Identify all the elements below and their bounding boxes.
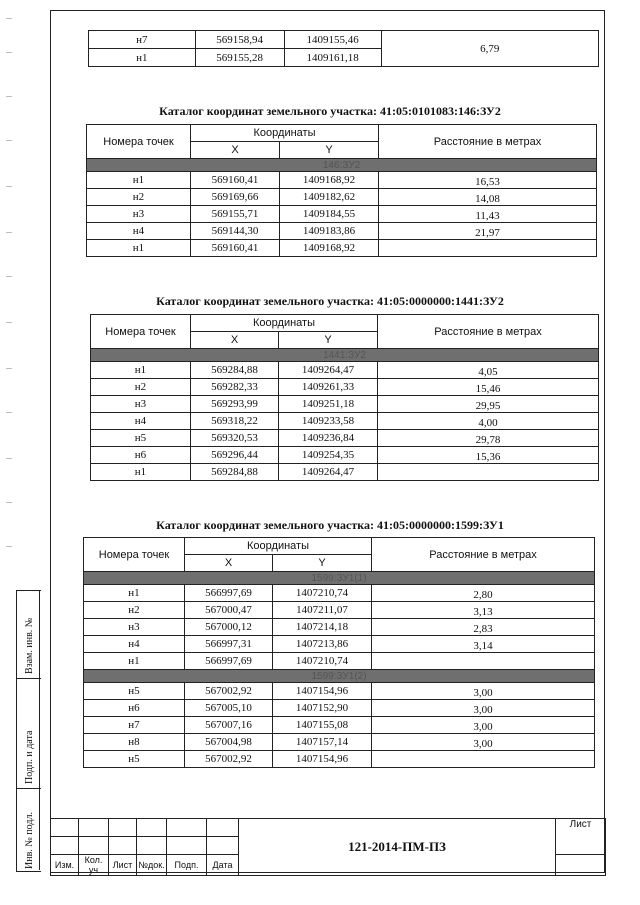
point-cell: н2 (87, 189, 191, 206)
x-cell: 566997,69 (185, 585, 273, 602)
table-row (91, 447, 599, 464)
y-cell: 1407213,86 (273, 636, 372, 653)
x-cell: 569296,44 (191, 447, 279, 464)
margin-tick (6, 368, 12, 369)
sheet-number-cell (556, 855, 606, 876)
point-cell: н1 (87, 240, 191, 257)
table-row (84, 585, 595, 602)
point-cell: н1 (89, 49, 196, 67)
top-continuation-table (88, 30, 599, 67)
y-cell: 1409155,46 (284, 31, 381, 49)
section-row (84, 670, 595, 683)
table-row (91, 379, 599, 396)
point-cell: н5 (84, 751, 185, 768)
table-row (89, 31, 599, 49)
table-row (84, 683, 595, 700)
catalog-title: Каталог координат земельного участка: 41:05:0101083:146:ЗУ2 (159, 104, 501, 118)
distance-cell (372, 653, 595, 670)
y-cell: 1409184,55 (280, 206, 379, 223)
section-label: 1599:ЗУ1(2) (84, 670, 595, 683)
point-cell: н3 (84, 619, 185, 636)
y-cell: 1409254,35 (279, 447, 378, 464)
margin-tick (6, 412, 12, 413)
x-cell: 569320,53 (191, 430, 279, 447)
x-cell: 569155,28 (195, 49, 284, 67)
document-code: 121-2014-ПМ-ПЗ (239, 819, 556, 876)
x-cell: 569169,66 (191, 189, 280, 206)
table-row (84, 751, 595, 768)
x-cell: 566997,31 (185, 636, 273, 653)
distance-cell: 14,08 (379, 189, 597, 206)
distance-cell: 3,00 (372, 683, 595, 700)
point-cell: н8 (84, 734, 185, 751)
x-cell: 567005,10 (185, 700, 273, 717)
table-row (84, 734, 595, 751)
coordinates-table (90, 314, 599, 481)
side-cell-orig-inv (17, 789, 41, 873)
stamp-label-date: Дата (207, 855, 239, 876)
y-cell: 1409183,86 (280, 223, 379, 240)
header-points: Номера точек (84, 538, 185, 572)
distance-cell: 6,79 (381, 31, 599, 67)
distance-cell: 4,00 (378, 413, 599, 430)
coordinates-table (83, 537, 595, 768)
margin-tick (6, 458, 12, 459)
table-row (87, 206, 597, 223)
coordinates-table (86, 124, 597, 257)
header-coords: Координаты (191, 315, 378, 332)
table-row (91, 413, 599, 430)
y-cell: 1409168,92 (280, 240, 379, 257)
x-cell: 567002,92 (185, 683, 273, 700)
distance-cell: 29,78 (378, 430, 599, 447)
section-row (91, 349, 599, 362)
stamp-label-count: Кол. уч (79, 855, 109, 876)
section-row (84, 572, 595, 585)
table-row (87, 189, 597, 206)
y-cell: 1407152,90 (273, 700, 372, 717)
distance-cell (372, 751, 595, 768)
table-row (84, 602, 595, 619)
x-cell: 569155,71 (191, 206, 280, 223)
y-cell: 1409264,47 (279, 464, 378, 481)
point-cell: н1 (84, 653, 185, 670)
y-cell: 1407210,74 (273, 585, 372, 602)
distance-cell: 16,53 (379, 172, 597, 189)
section-row (87, 159, 597, 172)
table-row (87, 240, 597, 257)
header-points: Номера точек (91, 315, 191, 349)
y-cell: 1407211,07 (273, 602, 372, 619)
header-distance: Расстояние в метрах (379, 125, 597, 159)
y-cell: 1407155,08 (273, 717, 372, 734)
header-x: X (185, 555, 273, 572)
point-cell: н4 (87, 223, 191, 240)
table-row (91, 430, 599, 447)
table-row (87, 223, 597, 240)
catalog-title: Каталог координат земельного участка: 41:05:0000000:1599:ЗУ1 (156, 518, 504, 532)
distance-cell: 3,00 (372, 734, 595, 751)
x-cell: 569284,88 (191, 464, 279, 481)
x-cell: 569293,99 (191, 396, 279, 413)
point-cell: н3 (87, 206, 191, 223)
y-cell: 1407157,14 (273, 734, 372, 751)
side-label-orig-inv: Инв. № подл. (24, 812, 35, 869)
distance-cell: 29,95 (378, 396, 599, 413)
point-cell: н2 (84, 602, 185, 619)
side-cell-replace-inv (17, 591, 41, 679)
x-cell: 569284,88 (191, 362, 279, 379)
x-cell: 567000,12 (185, 619, 273, 636)
margin-tick (6, 546, 12, 547)
header-distance: Расстояние в метрах (372, 538, 595, 572)
point-cell: н4 (91, 413, 191, 430)
stamp-label-sign: Подп. (167, 855, 207, 876)
distance-cell: 21,97 (379, 223, 597, 240)
x-cell: 569160,41 (191, 172, 280, 189)
header-x: X (191, 142, 280, 159)
distance-cell: 3,14 (372, 636, 595, 653)
x-cell: 569318,22 (191, 413, 279, 430)
side-label-sign-date: Подп. и дата (24, 730, 35, 784)
distance-cell (379, 240, 597, 257)
distance-cell: 2,80 (372, 585, 595, 602)
point-cell: н1 (87, 172, 191, 189)
header-y: Y (273, 555, 372, 572)
point-cell: н5 (91, 430, 191, 447)
x-cell: 567002,92 (185, 751, 273, 768)
point-cell: н7 (84, 717, 185, 734)
y-cell: 1409236,84 (279, 430, 378, 447)
y-cell: 1409182,62 (280, 189, 379, 206)
header-points: Номера точек (87, 125, 191, 159)
point-cell: н6 (91, 447, 191, 464)
x-cell: 569158,94 (195, 31, 284, 49)
x-cell: 566997,69 (185, 653, 273, 670)
section-label: 146:ЗУ2 (87, 159, 597, 172)
stamp-label-docnum: №док. (137, 855, 167, 876)
catalog-title: Каталог координат земельного участка: 41:05:0000000:1441:ЗУ2 (156, 294, 504, 308)
margin-tick (6, 276, 12, 277)
y-cell: 1407214,18 (273, 619, 372, 636)
table-row (84, 653, 595, 670)
y-cell: 1409251,18 (279, 396, 378, 413)
point-cell: н1 (84, 585, 185, 602)
side-strip (16, 590, 41, 872)
table-row (84, 700, 595, 717)
x-cell: 569160,41 (191, 240, 280, 257)
distance-cell: 15,36 (378, 447, 599, 464)
table-row (91, 464, 599, 481)
point-cell: н1 (91, 464, 191, 481)
x-cell: 569144,30 (191, 223, 280, 240)
header-y: Y (280, 142, 379, 159)
point-cell: н2 (91, 379, 191, 396)
table-row (84, 636, 595, 653)
point-cell: н1 (91, 362, 191, 379)
point-cell: н7 (89, 31, 196, 49)
table-row (84, 717, 595, 734)
y-cell: 1409261,33 (279, 379, 378, 396)
y-cell: 1409161,18 (284, 49, 381, 67)
margin-tick (6, 52, 12, 53)
margin-tick (6, 322, 12, 323)
distance-cell (378, 464, 599, 481)
margin-tick (6, 186, 12, 187)
distance-cell: 4,05 (378, 362, 599, 379)
header-coords: Координаты (185, 538, 372, 555)
header-coords: Координаты (191, 125, 379, 142)
distance-cell: 15,46 (378, 379, 599, 396)
margin-tick (6, 502, 12, 503)
table-row (87, 172, 597, 189)
table-row (91, 362, 599, 379)
section-label: 1441:ЗУ2 (91, 349, 599, 362)
point-cell: н4 (84, 636, 185, 653)
y-cell: 1409168,92 (280, 172, 379, 189)
header-x: X (191, 332, 279, 349)
point-cell: н6 (84, 700, 185, 717)
margin-tick (6, 232, 12, 233)
y-cell: 1407154,96 (273, 751, 372, 768)
margin-tick (6, 96, 12, 97)
y-cell: 1409264,47 (279, 362, 378, 379)
y-cell: 1407154,96 (273, 683, 372, 700)
margin-tick (6, 140, 12, 141)
side-label-replace-inv: Взам. инв. № (24, 617, 35, 674)
distance-cell: 3,00 (372, 700, 595, 717)
distance-cell: 3,13 (372, 602, 595, 619)
header-distance: Расстояние в метрах (378, 315, 599, 349)
y-cell: 1409233,58 (279, 413, 378, 430)
header-y: Y (279, 332, 378, 349)
section-label: 1599:ЗУ1(1) (84, 572, 595, 585)
x-cell: 569282,33 (191, 379, 279, 396)
distance-cell: 2,83 (372, 619, 595, 636)
x-cell: 567000,47 (185, 602, 273, 619)
y-cell: 1407210,74 (273, 653, 372, 670)
x-cell: 567007,16 (185, 717, 273, 734)
table-row (91, 396, 599, 413)
title-block (50, 818, 606, 876)
point-cell: н5 (84, 683, 185, 700)
side-cell-sign-date (17, 679, 41, 789)
stamp-label-change: Изм. (51, 855, 79, 876)
stamp-label-sheet: Лист (109, 855, 137, 876)
sheet-label: Лист (556, 819, 606, 855)
margin-tick (6, 18, 12, 19)
point-cell: н3 (91, 396, 191, 413)
x-cell: 567004,98 (185, 734, 273, 751)
distance-cell: 3,00 (372, 717, 595, 734)
distance-cell: 11,43 (379, 206, 597, 223)
table-row (84, 619, 595, 636)
